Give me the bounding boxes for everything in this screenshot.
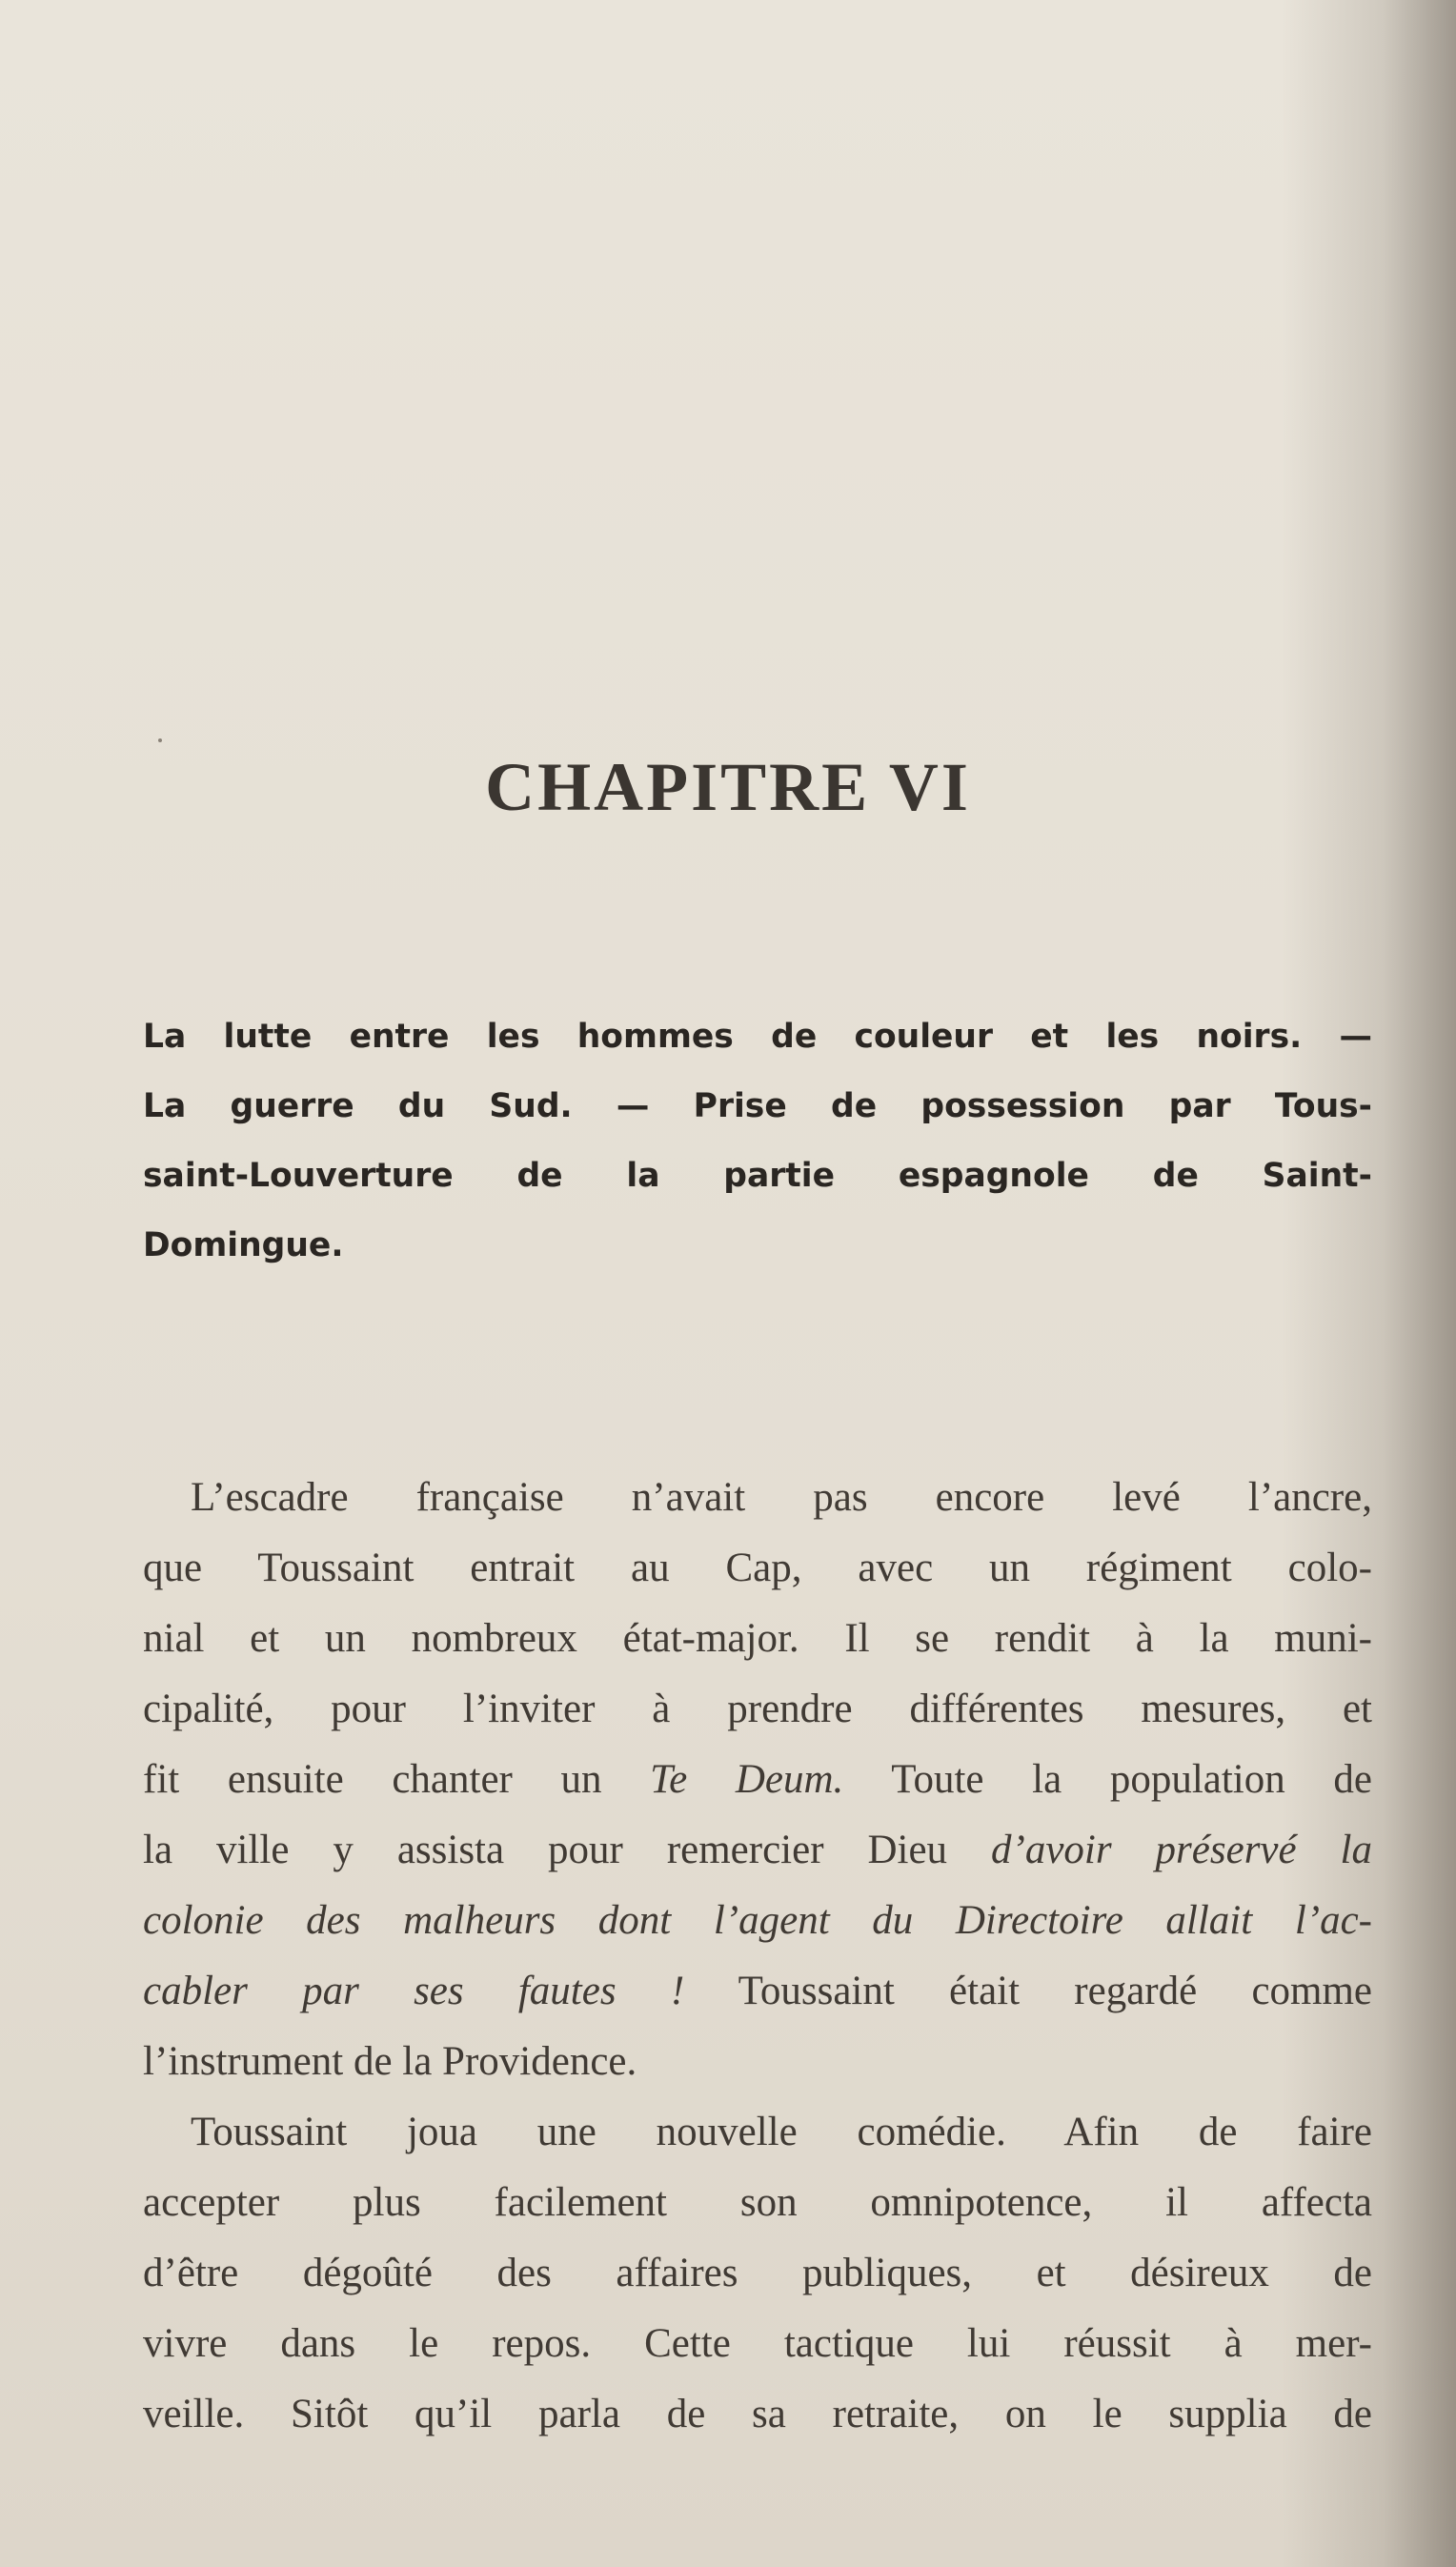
text-line: Toussaint joua une nouvelle comédie. Afin de faire [191,2110,1372,2154]
text-line [143,1745,1372,1815]
body-text [143,1463,1372,2450]
summary-line: Domingue. [143,1226,344,1264]
summary-line: La lutte entre les hommes de couleur et les noirs. — [143,1018,1372,1056]
text-line: cipalité, pour l’inviter à prendre différentes mesures, et [143,1687,1372,1731]
italic-segment: Te Deum. [650,1757,844,1802]
text-line: d’être dégoûté des affaires publiques, et désireux de [143,2251,1372,2295]
text-line: accepter plus facilement son omnipotence, il affecta [143,2180,1372,2225]
chapter-summary [143,1002,1372,1281]
text-line: nial et un nombreux état-major. Il se rendit à la muni- [143,1616,1372,1661]
summary-line: La guerre du Sud. — Prise de possession par Tous- [143,1087,1372,1125]
text-segment: la ville y assista pour remercier Dieu [143,1828,992,1872]
page-speck [158,738,162,742]
text-segment: Toussaint était regardé comme [684,1969,1373,2013]
text-segment: Toute la population de [843,1757,1372,1802]
text-line [143,1815,1372,1886]
chapter-title: CHAPITRE VI [485,749,971,826]
summary-line: saint-Louverture de la partie espagnole de Saint- [143,1157,1372,1195]
text-line: L’escadre française n’avait pas encore levé l’ancre, [191,1475,1372,1520]
italic-line: colonie des malheurs dont l’agent du Directoire allait l’ac- [143,1898,1372,1943]
text-line: veille. Sitôt qu’il parla de sa retraite, on le supplia de [143,2392,1372,2436]
text-line: que Toussaint entrait au Cap, avec un régiment colo- [143,1546,1372,1590]
italic-segment: d’avoir préservé la [991,1828,1373,1872]
text-segment: fit ensuite chanter un [143,1757,651,1802]
text-line: vivre dans le repos. Cette tactique lui réussit à mer- [143,2321,1372,2366]
italic-segment: cabler par ses fautes ! [143,1969,685,2013]
text-line [143,1956,1372,2027]
text-line: l’instrument de la Providence. [143,2039,637,2084]
